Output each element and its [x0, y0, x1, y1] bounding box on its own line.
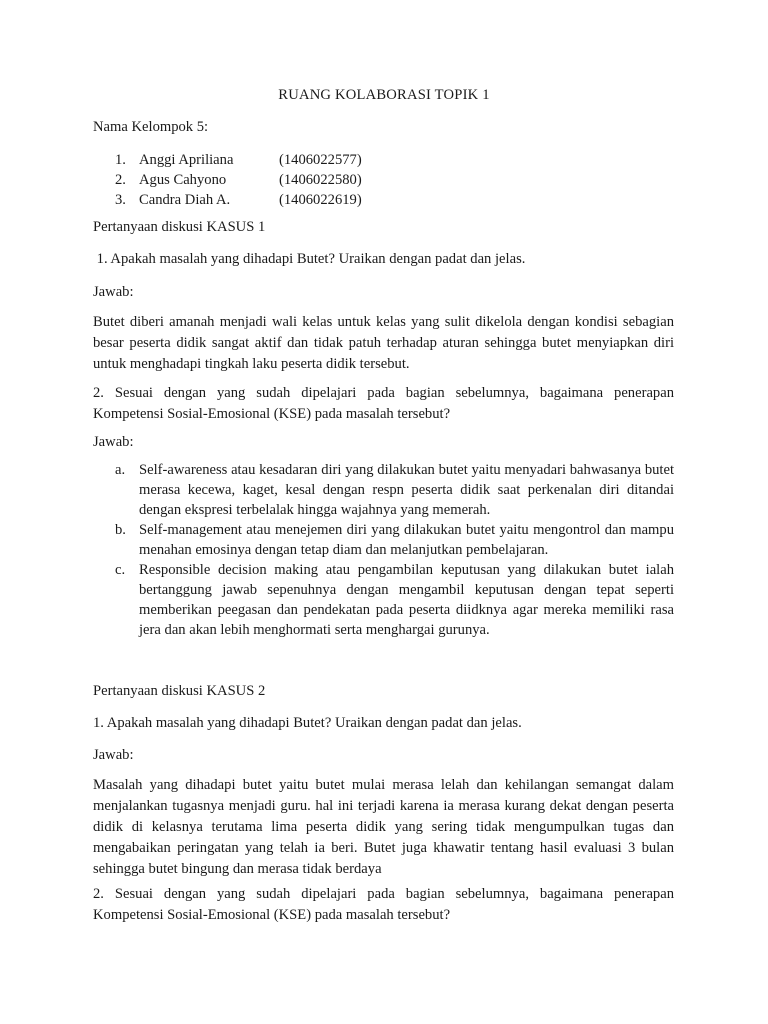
member-item	[115, 190, 362, 210]
member-id: (1406022580)	[279, 172, 362, 188]
list-item	[115, 560, 674, 640]
member-name: Candra Diah A.	[139, 192, 231, 208]
list-item	[115, 520, 674, 560]
case1-answer-2-list	[115, 460, 674, 640]
case2-question-2: 2. Sesuai dengan yang sudah dipelajari pada bagian sebelumnya, bagaimana penerapan Kompetensi Sosial-Emosional (KSE) pada masalah tersebut?	[93, 886, 674, 923]
member-number: 1.	[115, 152, 126, 168]
member-item	[115, 150, 362, 170]
document-title: RUANG KOLABORASI TOPIK 1	[278, 87, 490, 103]
case2-answer-label-1: Jawab:	[93, 747, 134, 763]
case1-question-2: 2. Sesuai dengan yang sudah dipelajari pada bagian sebelumnya, bagaimana penerapan Kompetensi Sosial-Emosional (KSE) pada masalah tersebut?	[93, 385, 674, 422]
group-label: Nama Kelompok 5:	[93, 119, 209, 135]
case2-question-1: 1. Apakah masalah yang dihadapi Butet? Uraikan dengan padat dan jelas.	[93, 715, 522, 731]
case1-answer-label-2: Jawab:	[93, 434, 134, 450]
case1-heading: Pertanyaan diskusi KASUS 1	[93, 219, 266, 235]
member-number: 3.	[115, 192, 126, 208]
list-marker: a.	[115, 462, 126, 478]
member-number: 2.	[115, 172, 126, 188]
list-item-text: Self-awareness atau kesadaran diri yang dilakukan butet yaitu menyadari bahwasanya butet merasa kecewa, kaget, kesal dengan respn peserta didik saat perkenalan diri ditandai dengan ekspresi terbelalak hingga wajahnya yang memerah.	[139, 462, 674, 518]
list-item-text: Responsible decision making atau pengambilan keputusan yang dilakukan butet ialah bertanggung jawab sepenuhnya dengan mengambil keputusan dengan tepat seperti memberikan peegasan dan pendekatan pada peserta diidknya agar mereka memiliki rasa jera dan akan lebih menghormati serta menghargai gurunya.	[139, 562, 674, 638]
case1-answer-1: Butet diberi amanah menjadi wali kelas untuk kelas yang sulit dikelola dengan kondisi sebagian besar peserta didik sangat aktif dan tidak patuh terhadap aturan sehingga butet menyiapkan diri untuk menghadapi tingkah laku peserta didik tersebut.	[93, 314, 674, 372]
case1-answer-label-1: Jawab:	[93, 284, 134, 300]
member-item	[115, 170, 362, 190]
list-item	[115, 460, 674, 520]
list-item-text: Self-management atau menejemen diri yang dilakukan butet yaitu mengontrol dan mampu menahan emosinya dengan tetap diam dan melanjutkan pembelajaran.	[139, 522, 674, 558]
case2-answer-1: Masalah yang dihadapi butet yaitu butet mulai merasa lelah dan kehilangan semangat dalam menjalankan tugasnya menjadi guru. hal ini terjadi karena ia merasa kurang dekat dengan peserta didik di kelasnya terutama lima peserta didik yang sering tidak mengumpulkan tugas dan mengabaikan peringatan yang telah ia beri. Butet juga khawatir tentang hasil evaluasi 3 bulan sehingga butet bingung dan merasa tidak berdaya	[93, 777, 674, 877]
member-name: Anggi Apriliana	[139, 152, 234, 168]
member-list	[115, 150, 362, 210]
case1-question-1: 1. Apakah masalah yang dihadapi Butet? Uraikan dengan padat dan jelas.	[93, 251, 526, 267]
member-id: (1406022577)	[279, 152, 362, 168]
member-name: Agus Cahyono	[139, 172, 227, 188]
list-marker: b.	[115, 522, 126, 538]
case2-heading: Pertanyaan diskusi KASUS 2	[93, 683, 266, 699]
list-marker: c.	[115, 562, 126, 578]
member-id: (1406022619)	[279, 192, 362, 208]
